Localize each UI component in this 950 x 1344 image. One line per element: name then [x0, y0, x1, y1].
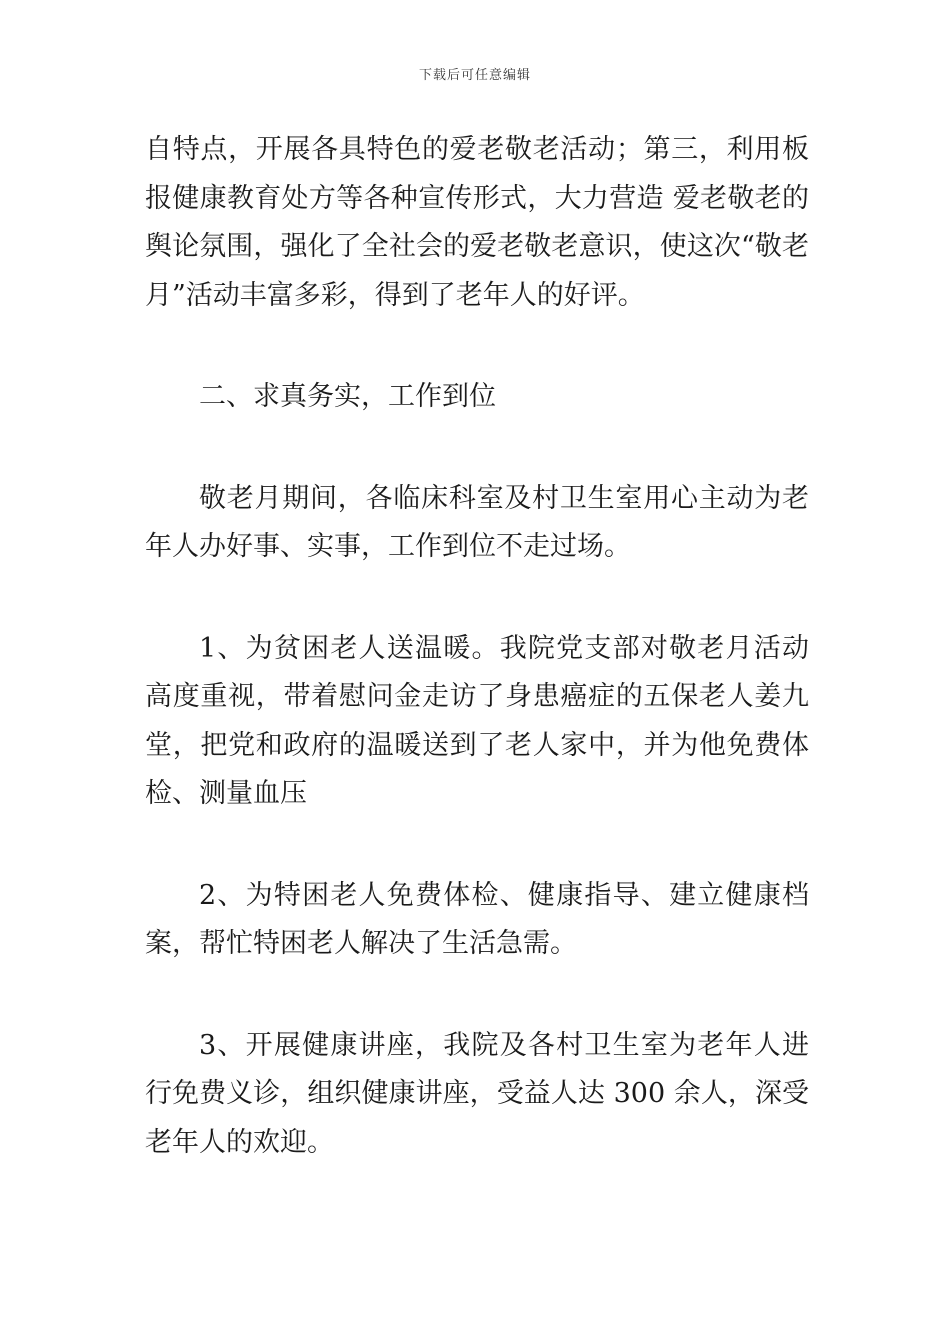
paragraph-gap — [145, 320, 809, 373]
paragraph-item-3: 3、开展健康讲座，我院及各村卫生室为老年人进行免费义诊，组织健康讲座，受益人达 300 余人，深受老年人的欢迎。 — [145, 1029, 809, 1158]
paragraph-continuation: 自特点，开展各具特色的爱老敬老活动；第三，利用板报健康教育处方等各种宣传形式，大力营造 爱老敬老的舆论氛围，强化了全社会的爱老敬老意识，使这次“敬老月”活动丰富多彩，得到了老年人的好评。 — [145, 134, 809, 311]
paragraph-gap — [145, 572, 809, 625]
paragraph-gap — [145, 422, 809, 475]
document-body — [145, 126, 809, 1167]
paragraph-gap — [145, 819, 809, 872]
paragraph-item-1: 1、为贫困老人送温暖。我院党支部对敬老月活动高度重视，带着慰问金走访了身患癌症的五保老人姜九堂，把党和政府的温暖送到了老人家中，并为他免费体检、测量血压 — [145, 632, 809, 809]
paragraph-item-2: 2、为特困老人免费体检、健康指导、建立健康档案，帮忙特困老人解决了生活急需。 — [145, 879, 809, 959]
section-heading: 二、求真务实，工作到位 — [199, 381, 496, 412]
paragraph-intro: 敬老月期间，各临床科室及村卫生室用心主动为老年人办好事、实事，工作到位不走过场。 — [145, 482, 809, 562]
header-note: 下载后可任意编辑 — [418, 68, 531, 83]
paragraph-gap — [145, 969, 809, 1022]
